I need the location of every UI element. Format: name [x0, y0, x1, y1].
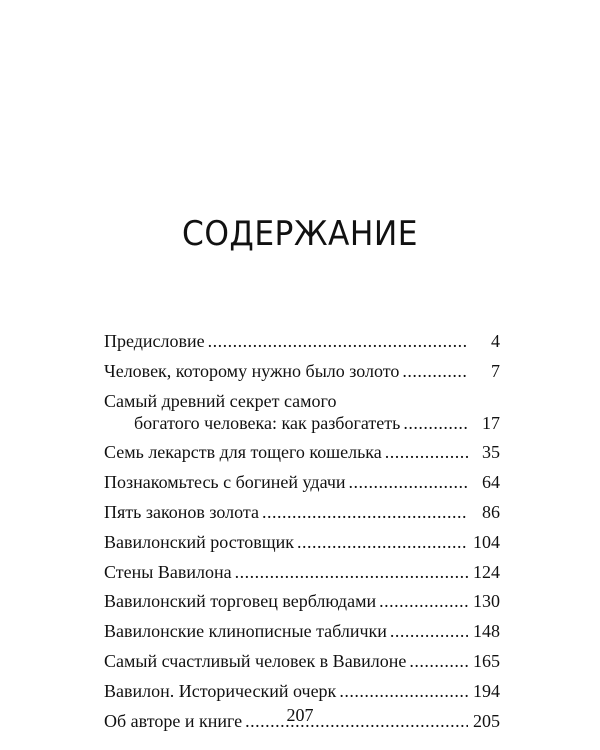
toc-entry: [104, 501, 500, 523]
toc-entry-title: Человек, которому нужно было золото: [104, 360, 400, 381]
toc-entry-page: 86: [482, 501, 500, 522]
dot-leader: [402, 360, 468, 382]
toc-entry: [104, 590, 500, 612]
toc-entry-page: 124: [473, 561, 500, 582]
toc-entry-title-line1: Самый древний секрет самого: [104, 390, 337, 411]
toc-entry-page: 64: [482, 472, 500, 493]
toc-entry: [104, 390, 500, 434]
dot-leader: [349, 471, 468, 493]
toc-entry: [104, 650, 500, 672]
table-of-contents: [104, 330, 500, 739]
dot-leader: [403, 412, 468, 434]
dot-leader: [379, 590, 468, 612]
dot-leader: [262, 501, 468, 523]
dot-leader: [385, 441, 468, 463]
toc-entry: [104, 471, 500, 493]
toc-entry-page: 7: [491, 360, 500, 381]
toc-entry-page: 194: [473, 680, 500, 701]
toc-entry-title: Пять законов золота: [104, 501, 260, 522]
toc-entry-title: Стены Вавилона: [104, 561, 232, 582]
dot-leader: [390, 620, 468, 642]
toc-entry: [104, 620, 500, 642]
toc-entry-title: Об авторе и книге: [104, 710, 243, 731]
toc-entry-title: Семь лекарств для тощего кошелька: [104, 442, 382, 463]
toc-entry-page: 104: [473, 531, 500, 552]
toc-entry: [104, 680, 500, 702]
toc-entry-title: Познакомьтесь с богиней удачи: [104, 472, 346, 493]
toc-entry-page: 17: [482, 412, 500, 433]
toc-entry-title: Предисловие: [104, 331, 205, 351]
dot-leader: [297, 531, 468, 553]
toc-entry-page: 148: [473, 621, 500, 642]
page-number: 207: [286, 705, 314, 725]
toc-entry-page: 4: [491, 331, 500, 351]
toc-entry-title: Вавилон. Исторический очерк: [104, 680, 337, 701]
toc-entry-page: 35: [482, 442, 500, 463]
dot-leader: [235, 561, 468, 583]
toc-entry-title-line2: богатого человека: как разбогатеть: [134, 412, 401, 433]
toc-entry: [104, 531, 500, 553]
toc-entry: [104, 330, 500, 352]
toc-entry: [104, 360, 500, 382]
dot-leader: [208, 330, 468, 352]
toc-entry-title: Вавилонские клинописные таблички: [104, 621, 387, 642]
dot-leader: [339, 680, 468, 702]
toc-entry-page: 205: [473, 710, 500, 731]
toc-entry-page: 165: [473, 650, 500, 671]
toc-entry-title: Самый счастливый человек в Вавилоне: [104, 650, 407, 671]
toc-entry-page: 130: [473, 591, 500, 612]
toc-entry-title: Вавилонский ростовщик: [104, 531, 295, 552]
page-title: СОДЕРЖАНИЕ: [182, 214, 418, 254]
dot-leader: [409, 650, 468, 672]
toc-entry-continuation: [104, 412, 500, 434]
toc-entry: [104, 561, 500, 583]
toc-entry: [104, 441, 500, 463]
toc-entry-title: Вавилонский торговец верблюдами: [104, 591, 377, 612]
